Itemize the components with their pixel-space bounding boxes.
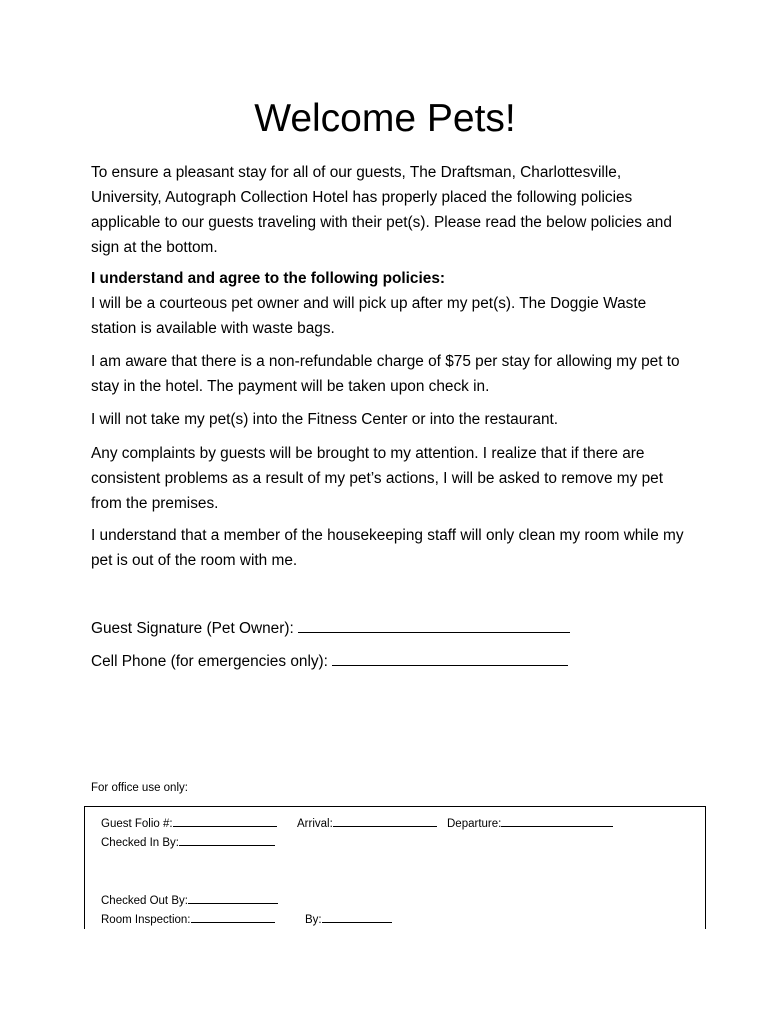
policy-item-housekeeping: I understand that a member of the housekeeping staff will only clean my room while my pet is out of the room with me. [91, 527, 684, 569]
policy-item-complaints: Any complaints by guests will be brought to my attention. I realize that if there are consistent problems as a result of my pet’s actions, I will be asked to remove my pet from the premises. [91, 445, 663, 512]
office-use-box [84, 806, 706, 929]
cell-phone-field[interactable] [332, 651, 568, 666]
inspection-by-label: By: [305, 914, 322, 926]
checked-in-by-field[interactable] [179, 834, 275, 846]
checked-in-by-row [101, 834, 275, 851]
intro-paragraph: To ensure a pleasant stay for all of our guests, The Draftsman, Charlottesville, University, Autograph Collection Hotel has properly placed the following policies applicable to our guests traveling with their pet(s). Please read the below policies and sign at the bottom. [91, 164, 672, 256]
checked-out-by-row [101, 892, 278, 909]
departure-label: Departure: [447, 818, 502, 830]
policies-heading: I understand and agree to the following policies: [91, 270, 446, 287]
room-inspection-label: Room Inspection: [101, 914, 191, 926]
room-inspection-row [101, 911, 275, 928]
page-title: Welcome Pets! [254, 97, 516, 140]
guest-folio-label: Guest Folio #: [101, 818, 173, 830]
guest-folio-row [101, 815, 277, 832]
departure-row [447, 815, 613, 832]
arrival-label: Arrival: [297, 818, 333, 830]
cell-phone-label: Cell Phone (for emergencies only): [91, 653, 328, 670]
arrival-row [297, 815, 437, 832]
cell-phone-row [91, 651, 568, 673]
policy-item-charge: I am aware that there is a non-refundable charge of $75 per stay for allowing my pet to stay in the hotel. The payment will be taken upon check in. [91, 353, 680, 395]
checked-out-by-label: Checked Out By: [101, 895, 188, 907]
arrival-field[interactable] [333, 815, 437, 827]
guest-folio-field[interactable] [173, 815, 277, 827]
departure-field[interactable] [501, 815, 613, 827]
guest-signature-label: Guest Signature (Pet Owner): [91, 620, 294, 637]
policy-item-restricted-areas: I will not take my pet(s) into the Fitness Center or into the restaurant. [91, 411, 559, 428]
inspection-by-row [305, 911, 392, 928]
room-inspection-field[interactable] [191, 911, 275, 923]
office-use-label: For office use only: [91, 782, 188, 794]
policy-item-waste: I will be a courteous pet owner and will pick up after my pet(s). The Doggie Waste station is available with waste bags. [91, 295, 647, 337]
inspection-by-field[interactable] [322, 911, 392, 923]
checked-in-by-label: Checked In By: [101, 837, 179, 849]
guest-signature-row [91, 618, 570, 640]
guest-signature-field[interactable] [298, 618, 570, 633]
checked-out-by-field[interactable] [188, 892, 278, 904]
